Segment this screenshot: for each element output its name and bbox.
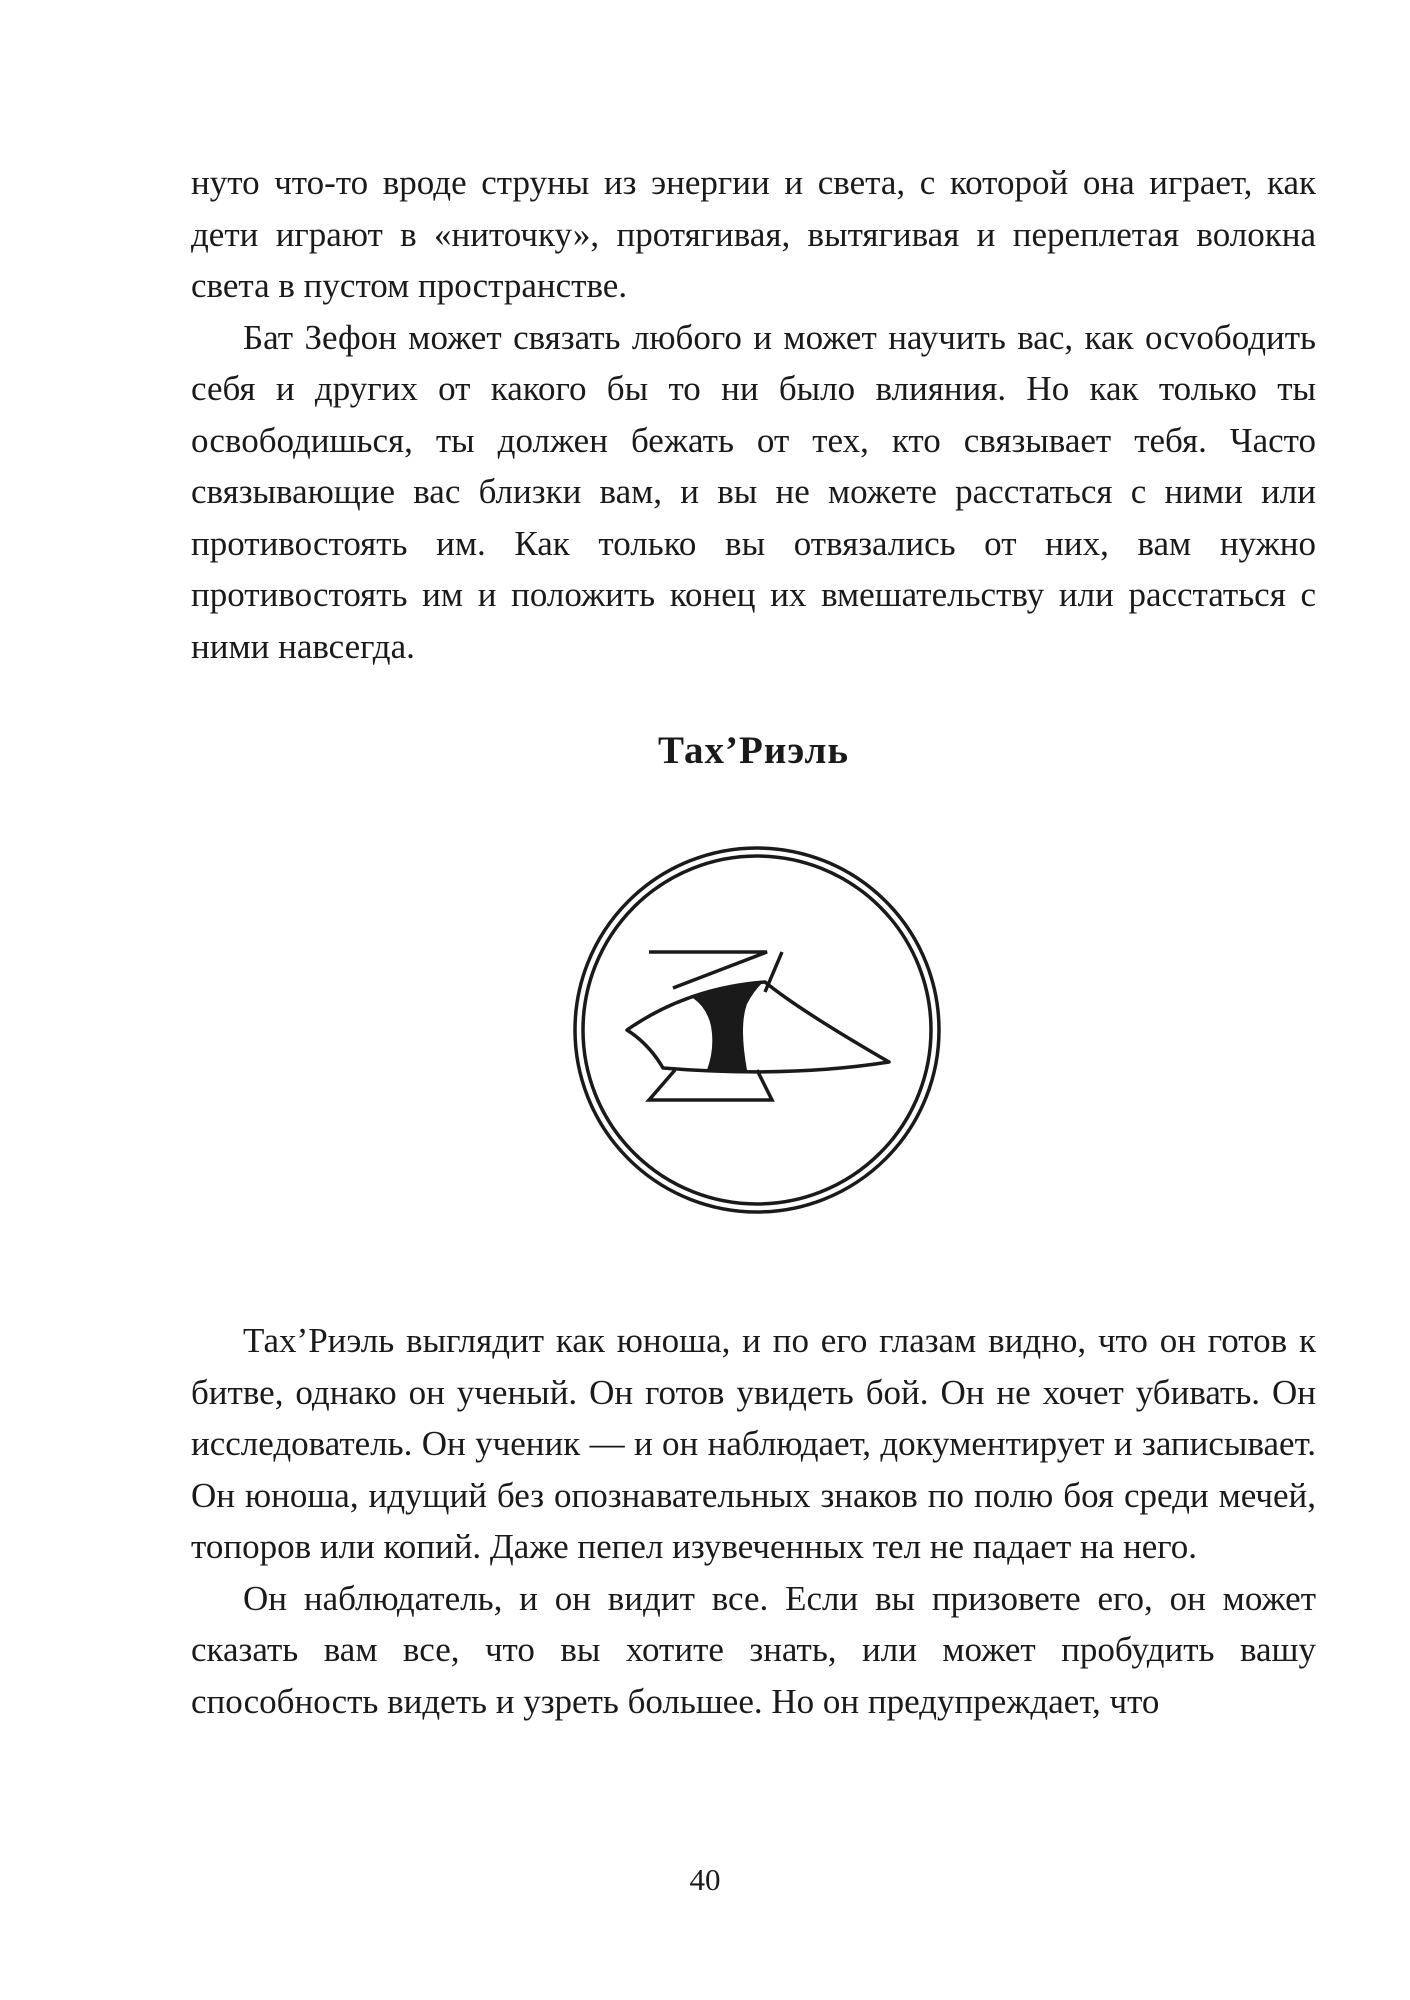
paragraph-tahriel-description: Тах’Риэль выглядит как юноша, и по его глазам видно, что он готов к битве, однако он ученый. Он готов увидеть бой. Он не хочет убивать. Он исследователь. Он ученик — и он наблюдает, документирует и записывает. Он юноша, идущий без опознавательных знаков по полю боя среди мечей, топоров или копий. Даже пепел изувеченных тел не падает на него.: [191, 1321, 1316, 1566]
page-number: 40: [689, 1862, 721, 1897]
paragraph-tahriel-observer: Он наблюдатель, и он видит все. Если вы призовете его, он может сказать вам все, что вы хотите знать, или может пробудить вашу способность видеть и узреть большее. Но он предупреждает, что: [191, 1578, 1316, 1721]
paragraph-continuation: нуто что-то вроде струны из энергии и света, с которой она играет, как дети играют в «ниточку», протягивая, вытягивая и переплетая волокна света в пустом пространстве.: [191, 163, 1316, 305]
paragraph-bat-zefon: Бат Зефон может связать любого и может научить вас, как осvободить себя и других от какого бы то ни было влияния. Но как только ты освободишься, ты должен бежать от тех, кто связывает тебя. Часто связывающие вас близки вам, и вы не можете расстаться с ними или противостоять им. Как только вы отвязались от них, вам нужно противостоять им и положить конец их вмешательству или расстаться с ними навсегда.: [191, 317, 1316, 666]
tahriel-sigil-icon: [567, 840, 947, 1220]
body-text-top: [191, 157, 1316, 672]
section-heading: Тах’Риэль: [658, 729, 849, 772]
body-text-bottom: [191, 1315, 1316, 1727]
